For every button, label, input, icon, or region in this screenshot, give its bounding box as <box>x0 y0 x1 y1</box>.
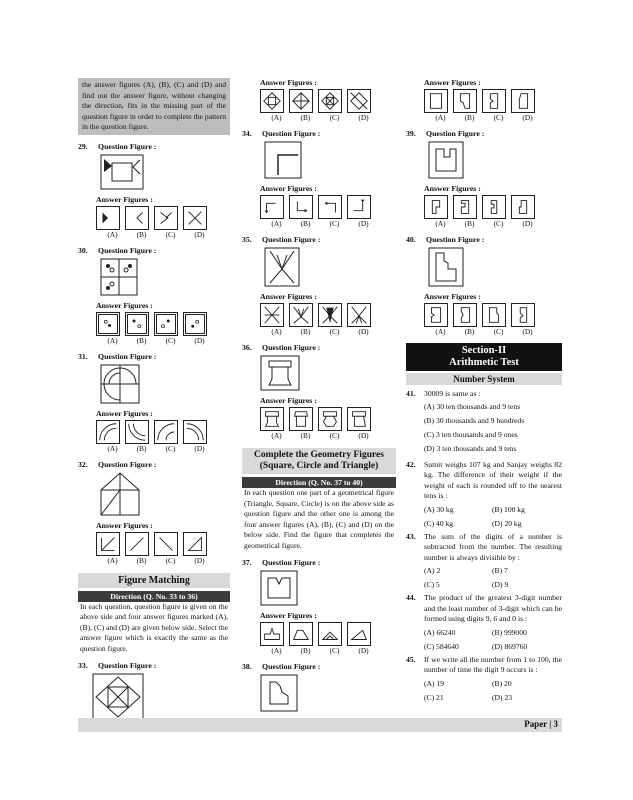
question-31-header: 31. Question Figure : <box>78 351 157 361</box>
figure-matching-text: In each question, question figure is given on the above side and four answer figures marked (A), (B), (C) and (D) are given below side. Select the answer figure which is exactly the same as the question figure. <box>80 601 228 653</box>
options-39: (A) (B) (C) (D) <box>435 219 533 228</box>
options-38: (A) (B) (C) (D) <box>435 113 533 122</box>
question-30-header: 30. Question Figure : <box>78 245 157 255</box>
option-c-figure[interactable] <box>318 407 342 431</box>
column-3 <box>406 78 562 702</box>
options-32: (A) (B) (C) (D) <box>107 555 205 565</box>
options-33: (A) (B) (C) (D) <box>271 113 369 122</box>
options-41: (A) 30 ten thousands and 9 tens (B) 30 thousands and 9 hundreds (C) 3 ten thousands and 9 ones (D) 3 ten thousands and 9 tens <box>424 401 525 453</box>
answer-figures-label-39: Answer Figures : <box>424 184 481 193</box>
question-39-header: 39. Question Figure : <box>406 129 485 138</box>
answer-figures-34 <box>260 195 396 219</box>
options-36: (A) (B) (C) (D) <box>271 431 369 440</box>
answer-figures-36 <box>260 407 396 431</box>
answer-figures-label-31: Answer Figures : <box>96 408 153 418</box>
question-35-header: 35. Question Figure : <box>242 235 321 244</box>
geometry-text: In each question one part of a geometrical figure (Triangle, Square, Circle) is on the above side as question figure and the other one is among the four answer figures (A), (B), (C) and (D) on the below side. Find the figure that completes the geometrical figure. <box>244 488 394 550</box>
option-a-figure[interactable] <box>260 195 284 219</box>
answer-figures-label-32: Answer Figures : <box>96 520 153 530</box>
option-c-figure[interactable] <box>318 195 342 219</box>
question-39-figure <box>428 141 562 179</box>
answer-figures-label-36: Answer Figures : <box>260 396 317 405</box>
question-38-figure <box>260 674 396 712</box>
column-2 <box>242 78 396 712</box>
answer-figures-37 <box>260 622 396 646</box>
question-38-header: 38. Question Figure : <box>242 662 321 671</box>
question-30-figure <box>100 258 230 296</box>
answer-figures-31 <box>96 420 230 444</box>
option-c-figure[interactable] <box>154 532 178 556</box>
answer-figures-label-30: Answer Figures : <box>96 300 153 310</box>
options-45: (A) 19 (B) 20 (C) 21 (D) 23 <box>424 678 513 702</box>
answer-figures-33 <box>260 89 396 113</box>
question-33-figure <box>92 673 230 721</box>
question-34-figure <box>264 141 396 179</box>
question-32-figure <box>100 472 230 516</box>
option-c-figure[interactable] <box>154 420 178 444</box>
question-42: 42. Sumit weighs 107 kg and Sanjay weighs 82 kg. The difference of their weight if the weight of each is rounded off to the nearest tens is : <box>406 459 562 500</box>
options-34: (A) (B) (C) (D) <box>271 219 369 228</box>
option-a-figure[interactable] <box>260 89 284 113</box>
question-33-header: 33. Question Figure : <box>78 661 157 670</box>
option-c-figure[interactable] <box>318 89 342 113</box>
option-b-figure[interactable] <box>453 195 477 219</box>
option-d-figure[interactable] <box>347 195 371 219</box>
option-d-figure[interactable] <box>511 195 535 219</box>
answer-figures-32 <box>96 532 230 556</box>
option-b-figure[interactable] <box>125 420 149 444</box>
answer-figures-35 <box>260 303 396 327</box>
question-44: 44. The product of the greatest 3-digit number and the least number of 3-digit which can be formed using digits 9, 6 and 0 is : <box>406 593 562 623</box>
option-b-figure[interactable] <box>125 532 149 556</box>
figure-matching-direction: Direction (Q. No. 33 to 36) <box>78 591 230 602</box>
option-b-figure[interactable] <box>289 195 313 219</box>
answer-figures-label-29: Answer Figures : <box>96 194 153 204</box>
option-d-figure[interactable] <box>183 532 207 556</box>
answer-figures-30 <box>96 312 230 336</box>
question-32-header: 32. Question Figure : <box>78 459 157 469</box>
option-a-figure[interactable] <box>260 303 284 327</box>
option-a-figure[interactable] <box>96 206 120 230</box>
answer-figures-label-34: Answer Figures : <box>260 184 317 193</box>
option-a-figure[interactable] <box>96 312 120 336</box>
option-c-figure[interactable] <box>318 303 342 327</box>
options-30: (A) (B) (C) (D) <box>107 335 205 345</box>
option-c-figure[interactable] <box>482 195 506 219</box>
option-b-figure[interactable] <box>125 206 149 230</box>
options-29: (A) (B) (C) (D) <box>107 229 205 239</box>
question-31-figure <box>100 364 230 404</box>
question-40-figure <box>428 247 562 287</box>
geometry-heading: Complete the Geometry Figures (Square, Circle and Triangle) <box>242 448 396 474</box>
question-29-figure <box>100 154 230 190</box>
question-41: 41. 30009 is same as : <box>406 389 481 398</box>
answer-figures-39 <box>424 195 562 219</box>
question-43: 43. The sum of the digits of a number is subtracted from the number. The resulting number is always divisible by : <box>406 531 562 562</box>
option-c-figure[interactable] <box>318 622 342 646</box>
options-43: (A) 2 (B) 7 (C) 5 (D) 9 <box>424 566 509 589</box>
column-1 <box>78 78 230 721</box>
question-29-header: 29. Question Figure : <box>78 141 157 151</box>
option-a-figure[interactable] <box>96 532 120 556</box>
option-d-figure[interactable] <box>347 622 371 646</box>
question-35-figure <box>264 247 396 287</box>
question-36-header: 36. Question Figure : <box>242 343 321 352</box>
option-a-figure[interactable] <box>260 407 284 431</box>
page-number: Paper | 3 <box>524 719 558 729</box>
answer-figures-label-40: Answer Figures : <box>424 292 481 301</box>
option-a-figure[interactable] <box>96 420 120 444</box>
answer-figures-38 <box>424 89 562 113</box>
question-36-figure <box>260 355 396 391</box>
answer-figures-label-35: Answer Figures : <box>260 292 317 301</box>
option-d-figure[interactable] <box>183 420 207 444</box>
option-c-figure[interactable] <box>482 89 506 113</box>
answer-figures-40 <box>424 303 562 327</box>
option-d-figure[interactable] <box>347 89 371 113</box>
options-35: (A) (B) (C) (D) <box>271 327 369 336</box>
option-a-figure[interactable] <box>424 89 448 113</box>
figure-matching-heading: Figure Matching <box>78 573 230 588</box>
page-footer <box>78 718 562 732</box>
question-40-header: 40. Question Figure : <box>406 235 485 244</box>
option-b-figure[interactable] <box>289 303 313 327</box>
option-d-figure[interactable] <box>511 303 535 327</box>
options-37: (A) (B) (C) (D) <box>271 646 369 655</box>
section-heading: Section-II Arithmetic Test <box>406 343 562 371</box>
option-a-figure[interactable] <box>260 622 284 646</box>
option-b-figure[interactable] <box>289 89 313 113</box>
option-d-figure[interactable] <box>511 89 535 113</box>
option-d-figure[interactable] <box>347 407 371 431</box>
question-37-header: 37. Question Figure : <box>242 558 321 567</box>
geometry-direction: Direction (Q. No. 37 to 40) <box>242 477 396 488</box>
option-c-figure[interactable] <box>154 312 178 336</box>
options-44: (A) 66240 (B) 999000 (C) 584640 (D) 869760 <box>424 627 528 651</box>
option-a-figure[interactable] <box>424 195 448 219</box>
answer-figures-label-38: Answer Figures : <box>424 78 481 87</box>
option-d-figure[interactable] <box>183 206 207 230</box>
option-d-figure[interactable] <box>183 312 207 336</box>
intro-text: the answer figures (A), (B), (C) and (D) and find out the answer figure, without changing the direction, fits in the missing part of the question figure in order to complete the pattern in the question figure. <box>78 78 230 135</box>
option-a-figure[interactable] <box>424 303 448 327</box>
option-c-figure[interactable] <box>482 303 506 327</box>
topic-heading: Number System <box>406 373 562 385</box>
options-40: (A) (B) (C) (D) <box>435 327 533 336</box>
answer-figures-label-33: Answer Figures : <box>260 78 317 87</box>
option-b-figure[interactable] <box>453 89 477 113</box>
option-d-figure[interactable] <box>347 303 371 327</box>
options-42: (A) 30 kg (B) 100 kg (C) 40 kg (D) 20 kg <box>424 504 525 528</box>
answer-figures-label-37: Answer Figures : <box>260 611 317 620</box>
option-b-figure[interactable] <box>125 312 149 336</box>
options-31: (A) (B) (C) (D) <box>107 443 205 453</box>
question-45: 45. If we write all the number from 1 to 100, the number of time the digit 9 occurs is : <box>406 654 562 674</box>
answer-figures-29 <box>96 206 230 230</box>
option-b-figure[interactable] <box>289 622 313 646</box>
option-b-figure[interactable] <box>289 407 313 431</box>
option-c-figure[interactable] <box>154 206 178 230</box>
question-34-header: 34. Question Figure : <box>242 129 321 138</box>
question-37-figure <box>260 570 396 606</box>
option-b-figure[interactable] <box>453 303 477 327</box>
